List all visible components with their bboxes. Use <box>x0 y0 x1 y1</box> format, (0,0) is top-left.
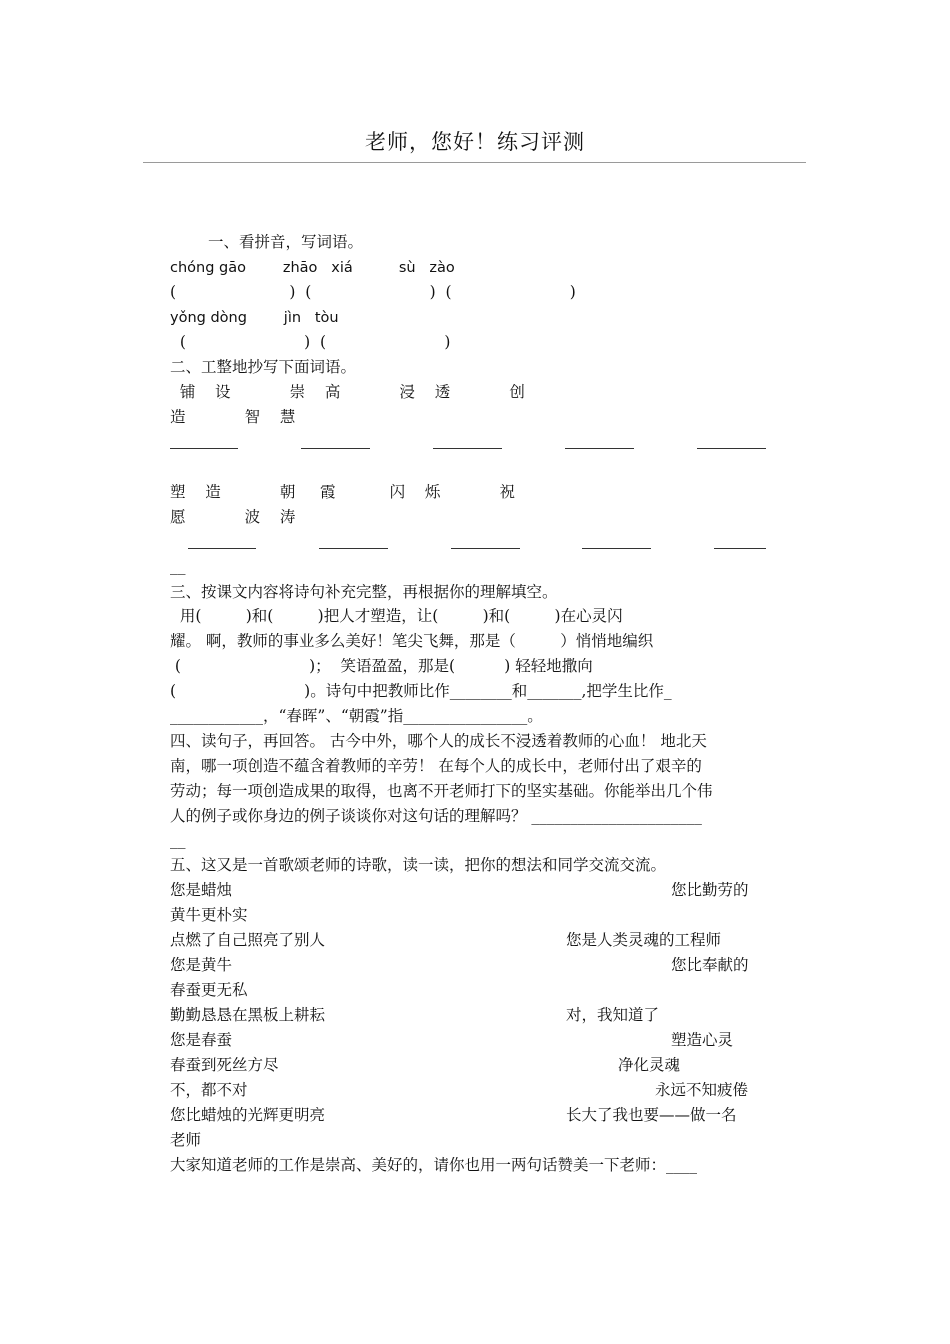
poem-line-right: 净化灵魂 <box>618 1056 681 1074</box>
section5-heading: 五、这又是一首歌颂老师的诗歌，读一读，把你的想法和同学交流交流。 <box>170 856 667 874</box>
poem-line-right: 塑造心灵 <box>671 1031 734 1049</box>
poem-line-left: 春蚕到死丝方尽 <box>170 1056 279 1074</box>
section3-line[interactable]: ( )； 笑语盈盈，那是( ) 轻轻地撒向 <box>170 657 593 675</box>
copy-words-row-2b: 愿 波 涛 <box>170 508 296 526</box>
section4-question[interactable]: 人的例子或你身边的例子谈谈你对这句话的理解吗？ ______________________ <box>170 807 702 825</box>
section4-line: 南，哪一项创造不蕴含着教师的辛劳！ 在每个人的成长中，老师付出了艰辛的 <box>170 757 702 775</box>
poem-line-right: 您是人类灵魂的工程师 <box>566 931 722 949</box>
poem-line-right: 长大了我也要——做一名 <box>566 1106 737 1124</box>
copy-blank[interactable] <box>714 548 766 549</box>
praise-teacher-prompt[interactable]: 大家知道老师的工作是崇高、美好的，请你也用一两句话赞美一下老师：____ <box>170 1156 698 1174</box>
poem-line-right: 您比奉献的 <box>671 956 749 974</box>
pinyin-row-2: yǒng dòng jìn tòu <box>170 310 339 326</box>
copy-words-row-2a: 塑 造 朝 霞 闪 烁 祝 <box>170 483 515 501</box>
copy-blank[interactable] <box>319 548 388 549</box>
section4-line: 四、读句子，再回答。 古今中外，哪个人的成长不浸透着教师的心血！ 地北天 <box>170 732 707 750</box>
poem-line-left: 黄牛更朴实 <box>170 906 248 924</box>
poem-line-left: 老师 <box>170 1131 202 1149</box>
title-divider <box>143 162 806 163</box>
copy-words-row-1b: 造 智 慧 <box>170 408 296 426</box>
copy-blank[interactable] <box>697 448 766 449</box>
poem-line-left: 勤勤恳恳在黑板上耕耘 <box>170 1006 326 1024</box>
copy-blank[interactable] <box>301 448 370 449</box>
section4-line: 劳动；每一项创造成果的取得，也离不开老师打下的坚实基础。你能举出几个伟 <box>170 782 713 800</box>
section2-heading: 二、工整地抄写下面词语。 <box>170 358 357 376</box>
section3-line[interactable]: 用( )和( )把人才塑造，让( )和( )在心灵闪 <box>170 607 623 625</box>
section4-answer-tail: __ <box>170 831 186 849</box>
page-title: 老师，您好！练习评测 <box>365 130 585 154</box>
copy-blank-tail: __ <box>170 557 186 575</box>
poem-line-right: 永远不知疲倦 <box>655 1081 749 1099</box>
copy-blank[interactable] <box>188 548 256 549</box>
poem-line-right: 对，我知道了 <box>566 1006 660 1024</box>
poem-line-left: 点燃了自己照亮了别人 <box>170 931 326 949</box>
poem-line-left: 不，都不对 <box>170 1081 248 1099</box>
poem-line-left: 您是黄牛 <box>170 956 233 974</box>
copy-words-row-1a: 铺 设 崇 高 浸 透 创 <box>170 383 525 401</box>
copy-blank[interactable] <box>451 548 520 549</box>
copy-blank[interactable] <box>170 448 238 449</box>
answer-parens-row-2[interactable]: ( ) ( ) <box>170 333 451 351</box>
poem-line-right: 您比勤劳的 <box>671 881 749 899</box>
section3-line[interactable]: ( )。诗句中把教师比作________和_______,把学生比作_ <box>170 682 672 700</box>
poem-line-left: 您是蜡烛 <box>170 881 233 899</box>
copy-blank[interactable] <box>565 448 634 449</box>
section3-line[interactable]: 耀。 啊，教师的事业多么美好！笔尖飞舞，那是（ ）悄悄地编织 <box>170 632 654 650</box>
section1-heading: 一、看拼音，写词语。 <box>208 233 364 251</box>
section3-heading: 三、按课文内容将诗句补充完整，再根据你的理解填空。 <box>170 583 558 601</box>
answer-parens-row-1[interactable]: ( ) ( ) ( ) <box>170 283 576 301</box>
copy-blank[interactable] <box>433 448 502 449</box>
section3-line[interactable]: ____________，“春晖”、“朝霞”指________________。 <box>170 707 543 725</box>
poem-line-left: 您比蜡烛的光辉更明亮 <box>170 1106 326 1124</box>
pinyin-row-1: chóng gāo zhāo xiá sù zào <box>170 260 455 276</box>
poem-line-left: 春蚕更无私 <box>170 981 248 999</box>
copy-blank[interactable] <box>582 548 651 549</box>
poem-line-left: 您是春蚕 <box>170 1031 233 1049</box>
